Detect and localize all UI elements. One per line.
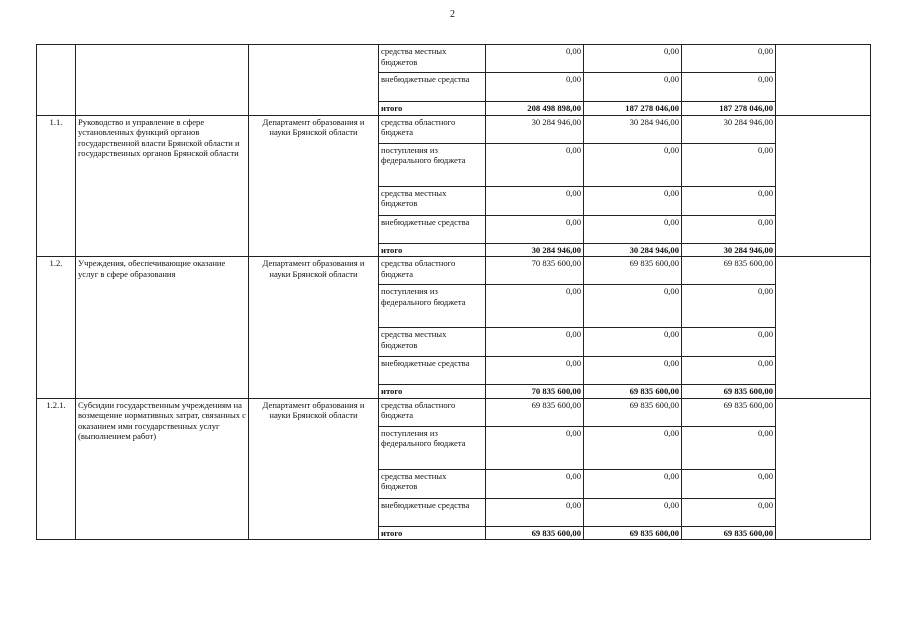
value-cell: 0,00 [584, 498, 682, 526]
total-value: 187 278 046,00 [584, 102, 682, 116]
section-name: Субсидии государственным учреждениям на возмещение нормативных затрат, связанных с оказанием ими государственных услуг (выполнением работ) [76, 398, 249, 540]
value-cell: 0,00 [682, 328, 776, 357]
value-cell: 0,00 [584, 186, 682, 215]
value-cell: 0,00 [584, 143, 682, 186]
source-label: средства областного бюджета [379, 115, 486, 143]
source-label: внебюджетные средства [379, 215, 486, 243]
value-cell: 0,00 [584, 285, 682, 328]
name-cell [76, 45, 249, 116]
extra-cell [776, 45, 871, 116]
extra-cell [776, 257, 871, 399]
value-cell: 0,00 [584, 469, 682, 498]
value-cell: 30 284 946,00 [682, 115, 776, 143]
executor-cell [249, 45, 379, 116]
source-label: внебюджетные средства [379, 73, 486, 102]
value-cell: 0,00 [486, 186, 584, 215]
total-value: 69 835 600,00 [486, 526, 584, 540]
total-label: итого [379, 526, 486, 540]
source-label: поступления из федерального бюджета [379, 143, 486, 186]
value-cell: 0,00 [486, 143, 584, 186]
value-cell: 30 284 946,00 [486, 115, 584, 143]
number-cell [37, 45, 76, 116]
total-value: 30 284 946,00 [682, 243, 776, 257]
table-row [37, 257, 871, 285]
value-cell: 0,00 [486, 498, 584, 526]
value-cell: 69 835 600,00 [682, 398, 776, 426]
total-value: 70 835 600,00 [486, 385, 584, 399]
total-value: 69 835 600,00 [682, 526, 776, 540]
value-cell: 0,00 [584, 215, 682, 243]
source-label: средства областного бюджета [379, 398, 486, 426]
value-cell: 0,00 [682, 426, 776, 469]
total-label: итого [379, 385, 486, 399]
source-label: поступления из федерального бюджета [379, 285, 486, 328]
value-cell: 0,00 [682, 357, 776, 385]
value-cell: 0,00 [584, 328, 682, 357]
value-cell: 0,00 [584, 73, 682, 102]
value-cell: 0,00 [486, 426, 584, 469]
extra-cell [776, 398, 871, 540]
source-label: средства областного бюджета [379, 257, 486, 285]
value-cell: 0,00 [486, 73, 584, 102]
value-cell: 0,00 [584, 357, 682, 385]
total-value: 30 284 946,00 [584, 243, 682, 257]
value-cell: 0,00 [682, 498, 776, 526]
section-number: 1.2. [37, 257, 76, 399]
source-label: внебюджетные средства [379, 357, 486, 385]
total-label: итого [379, 102, 486, 116]
value-cell: 0,00 [486, 357, 584, 385]
page-number: 2 [450, 9, 455, 20]
source-label: поступления из федерального бюджета [379, 426, 486, 469]
total-value: 187 278 046,00 [682, 102, 776, 116]
extra-cell [776, 115, 871, 257]
value-cell: 69 835 600,00 [486, 398, 584, 426]
value-cell: 0,00 [682, 469, 776, 498]
value-cell: 69 835 600,00 [584, 257, 682, 285]
table-row [37, 45, 871, 73]
total-value: 30 284 946,00 [486, 243, 584, 257]
source-label: средства местных бюджетов [379, 45, 486, 73]
value-cell: 0,00 [584, 45, 682, 73]
table-row [37, 115, 871, 143]
value-cell: 0,00 [486, 215, 584, 243]
value-cell: 69 835 600,00 [682, 257, 776, 285]
source-label: средства местных бюджетов [379, 328, 486, 357]
source-label: внебюджетные средства [379, 498, 486, 526]
table-row [37, 398, 871, 426]
value-cell: 69 835 600,00 [584, 398, 682, 426]
section-executor: Департамент образования и науки Брянской области [249, 398, 379, 540]
section-executor: Департамент образования и науки Брянской области [249, 115, 379, 257]
total-value: 69 835 600,00 [584, 385, 682, 399]
value-cell: 0,00 [682, 45, 776, 73]
source-label: средства местных бюджетов [379, 469, 486, 498]
section-name: Учреждения, обеспечивающие оказание услуг в сфере образования [76, 257, 249, 399]
total-value: 69 835 600,00 [682, 385, 776, 399]
source-label: средства местных бюджетов [379, 186, 486, 215]
budget-table [36, 44, 871, 540]
total-value: 208 498 898,00 [486, 102, 584, 116]
value-cell: 0,00 [486, 328, 584, 357]
value-cell: 0,00 [682, 73, 776, 102]
value-cell: 0,00 [486, 285, 584, 328]
section-executor: Департамент образования и науки Брянской области [249, 257, 379, 399]
total-label: итого [379, 243, 486, 257]
value-cell: 0,00 [486, 469, 584, 498]
value-cell: 0,00 [682, 186, 776, 215]
value-cell: 0,00 [584, 426, 682, 469]
value-cell: 0,00 [682, 215, 776, 243]
value-cell: 70 835 600,00 [486, 257, 584, 285]
section-number: 1.2.1. [37, 398, 76, 540]
value-cell: 0,00 [682, 285, 776, 328]
value-cell: 30 284 946,00 [584, 115, 682, 143]
value-cell: 0,00 [486, 45, 584, 73]
section-name: Руководство и управление в сфере установленных функций органов государственной власти Брянской области и государственных органов Брянской области [76, 115, 249, 257]
section-number: 1.1. [37, 115, 76, 257]
total-value: 69 835 600,00 [584, 526, 682, 540]
value-cell: 0,00 [682, 143, 776, 186]
